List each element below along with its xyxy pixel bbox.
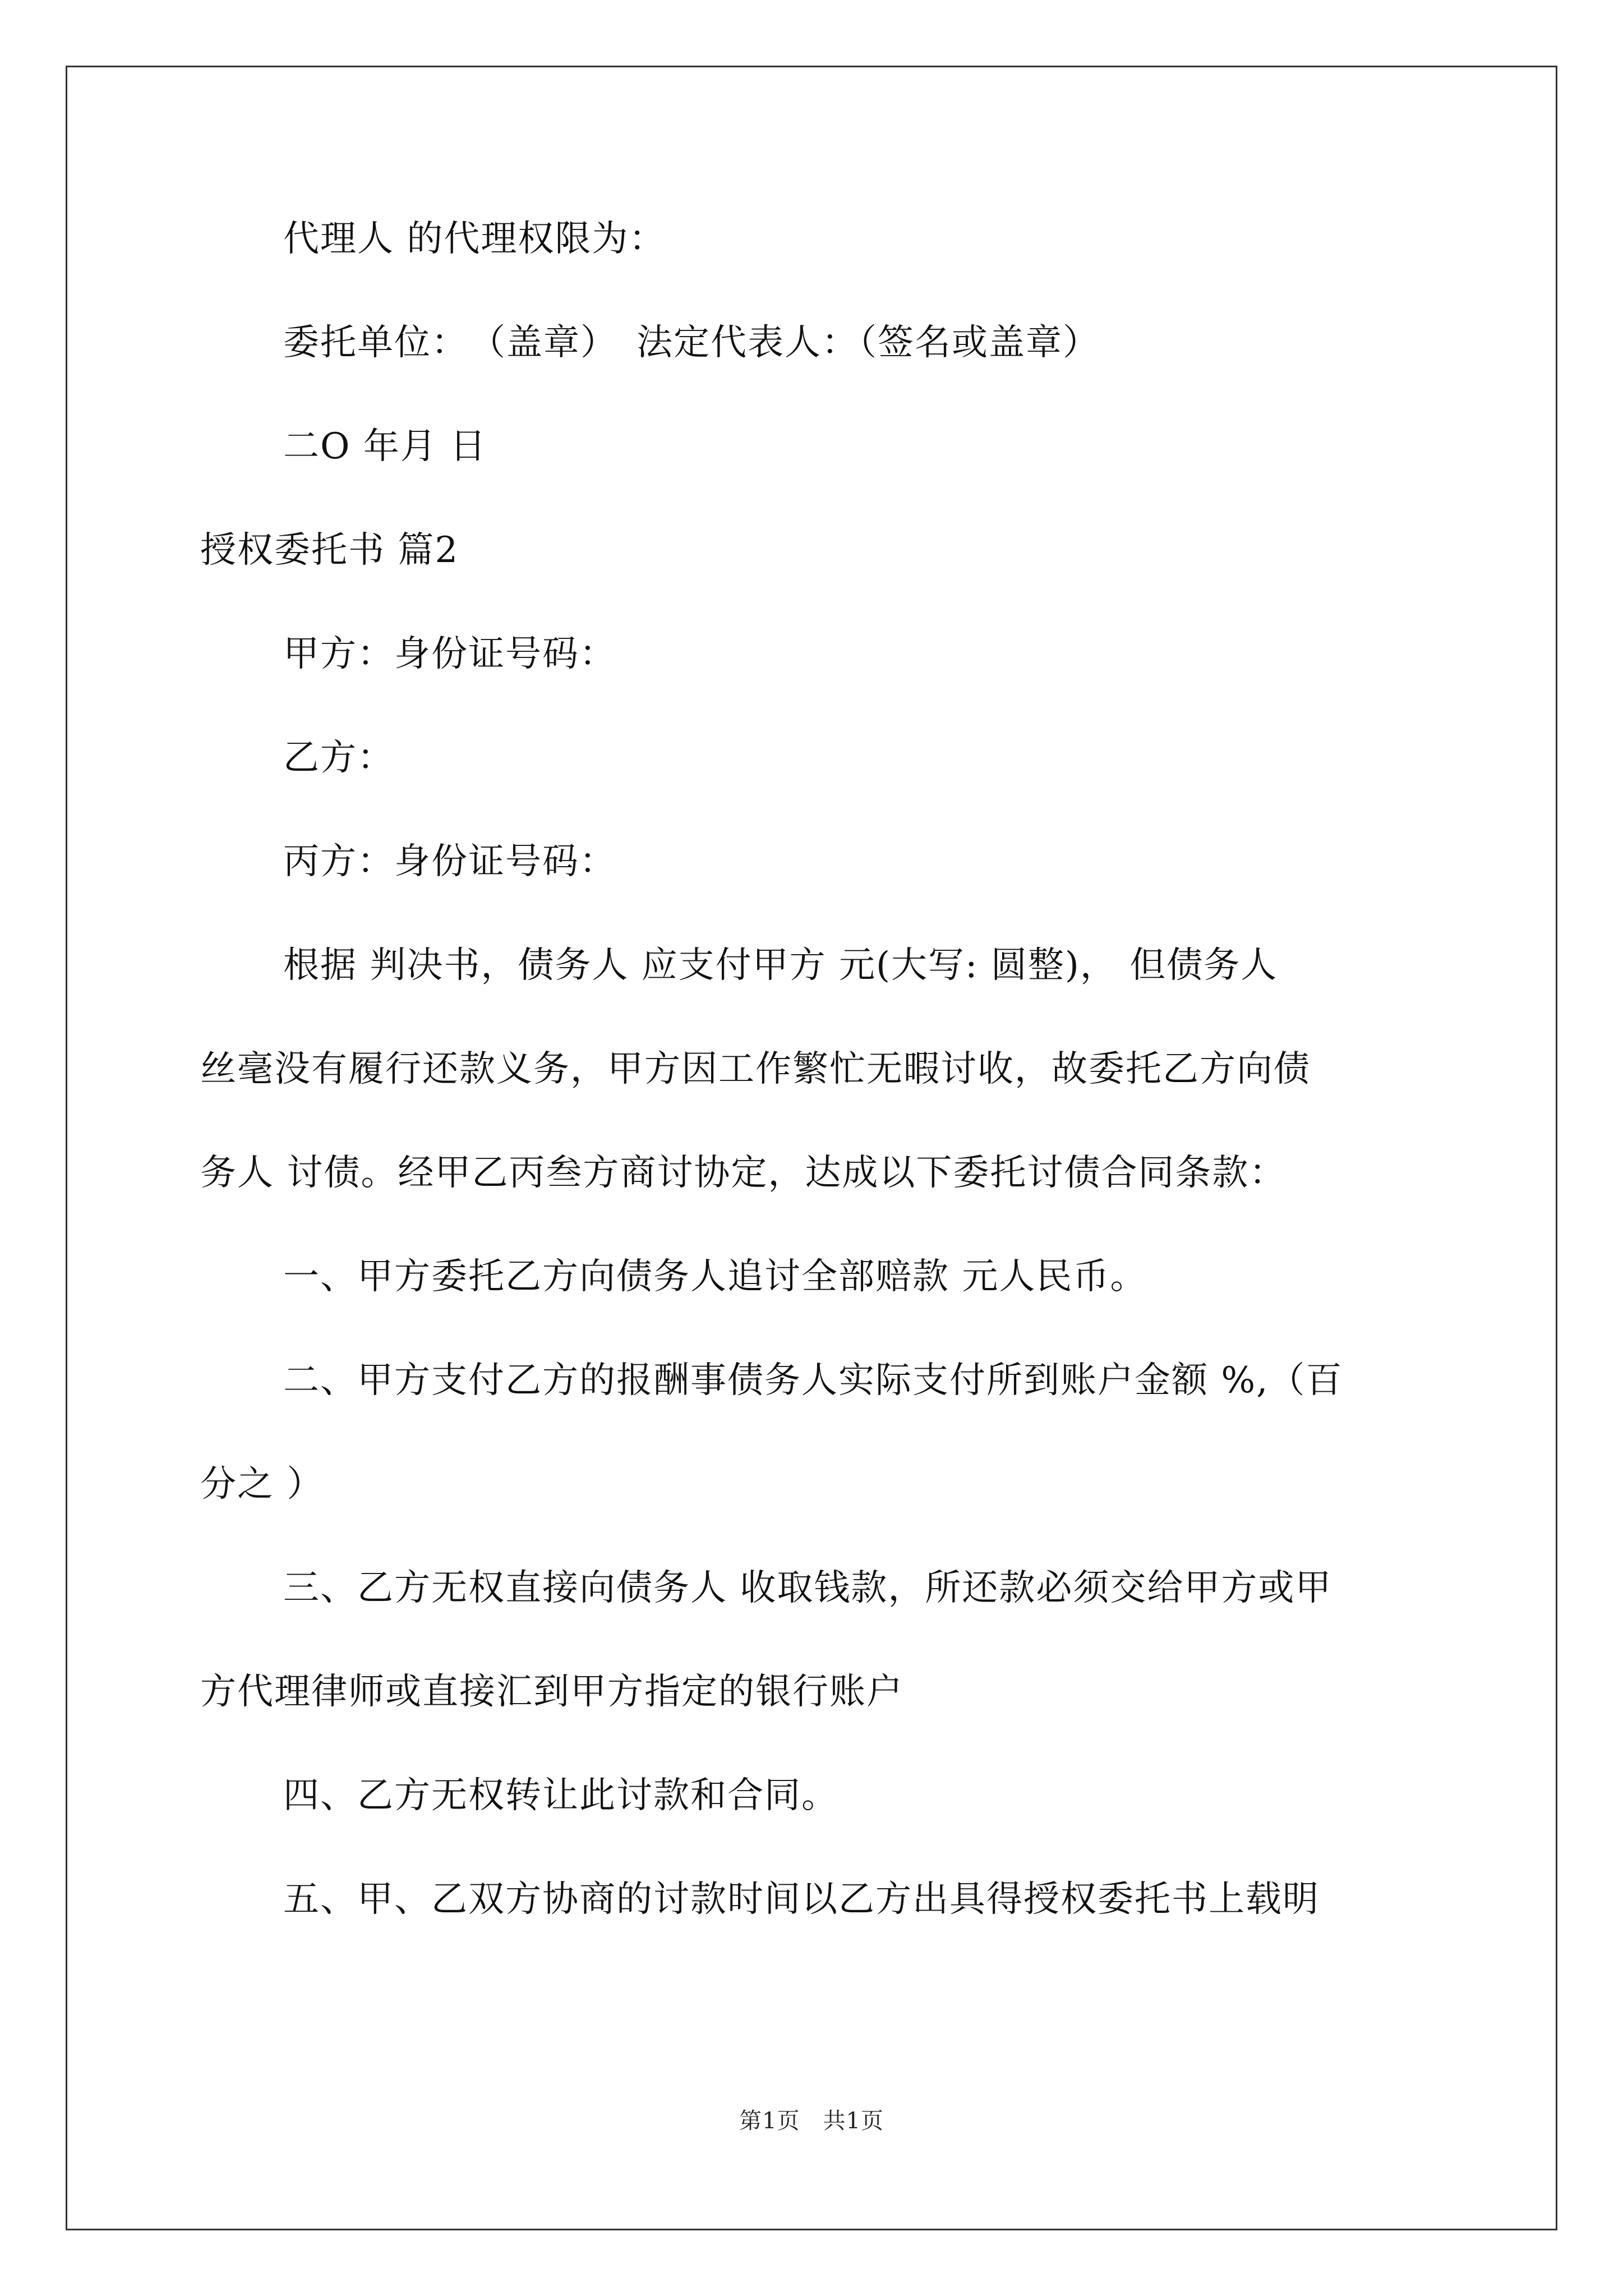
text-line-date: 二O 年月 日 xyxy=(283,426,487,467)
page-number: 第1页 共1页 xyxy=(739,2108,884,2134)
text-line-agent-authority: 代理人 的代理权限为： xyxy=(283,218,666,260)
section-heading: 授权委托书 篇2 xyxy=(200,530,459,571)
paragraph-line: 务人 讨债。经甲乙丙叁方商讨协定，达成以下委托讨债合同条款： xyxy=(200,1152,1287,1194)
text-line-signature: 委托单位： （盖章） 法定代表人：（签名或盖章） xyxy=(283,322,1100,364)
clause-two-continued: 分之 ） xyxy=(200,1464,324,1505)
clause-five: 五、甲、乙双方协商的讨款时间以乙方出具得授权委托书上载明 xyxy=(283,1879,1320,1920)
text-line-party-b: 乙方： xyxy=(283,737,394,779)
clause-three: 三、乙方无权直接向债务人 收取钱款，所还款必须交给甲方或甲 xyxy=(283,1567,1332,1609)
clause-two: 二、甲方支付乙方的报酬事债务人实际支付所到账户金额 %,（百 xyxy=(283,1360,1343,1401)
clause-one: 一、甲方委托乙方向债务人追讨全部赔款 元人民币。 xyxy=(283,1256,1147,1297)
text-line-party-a: 甲方：身份证号码： xyxy=(283,633,616,675)
paragraph-line: 丝毫没有履行还款义务，甲方因工作繁忙无暇讨收，故委托乙方向债 xyxy=(200,1048,1311,1090)
clause-three-continued: 方代理律师或直接汇到甲方指定的银行账户 xyxy=(200,1671,903,1713)
text-line-party-c: 丙方：身份证号码： xyxy=(283,841,616,882)
paragraph-line: 根据 判决书，债务人 应支付甲方 元(大写: 圆整)， 但债务人 xyxy=(283,945,1278,986)
clause-four: 四、乙方无权转让此讨款和合同。 xyxy=(283,1775,838,1816)
